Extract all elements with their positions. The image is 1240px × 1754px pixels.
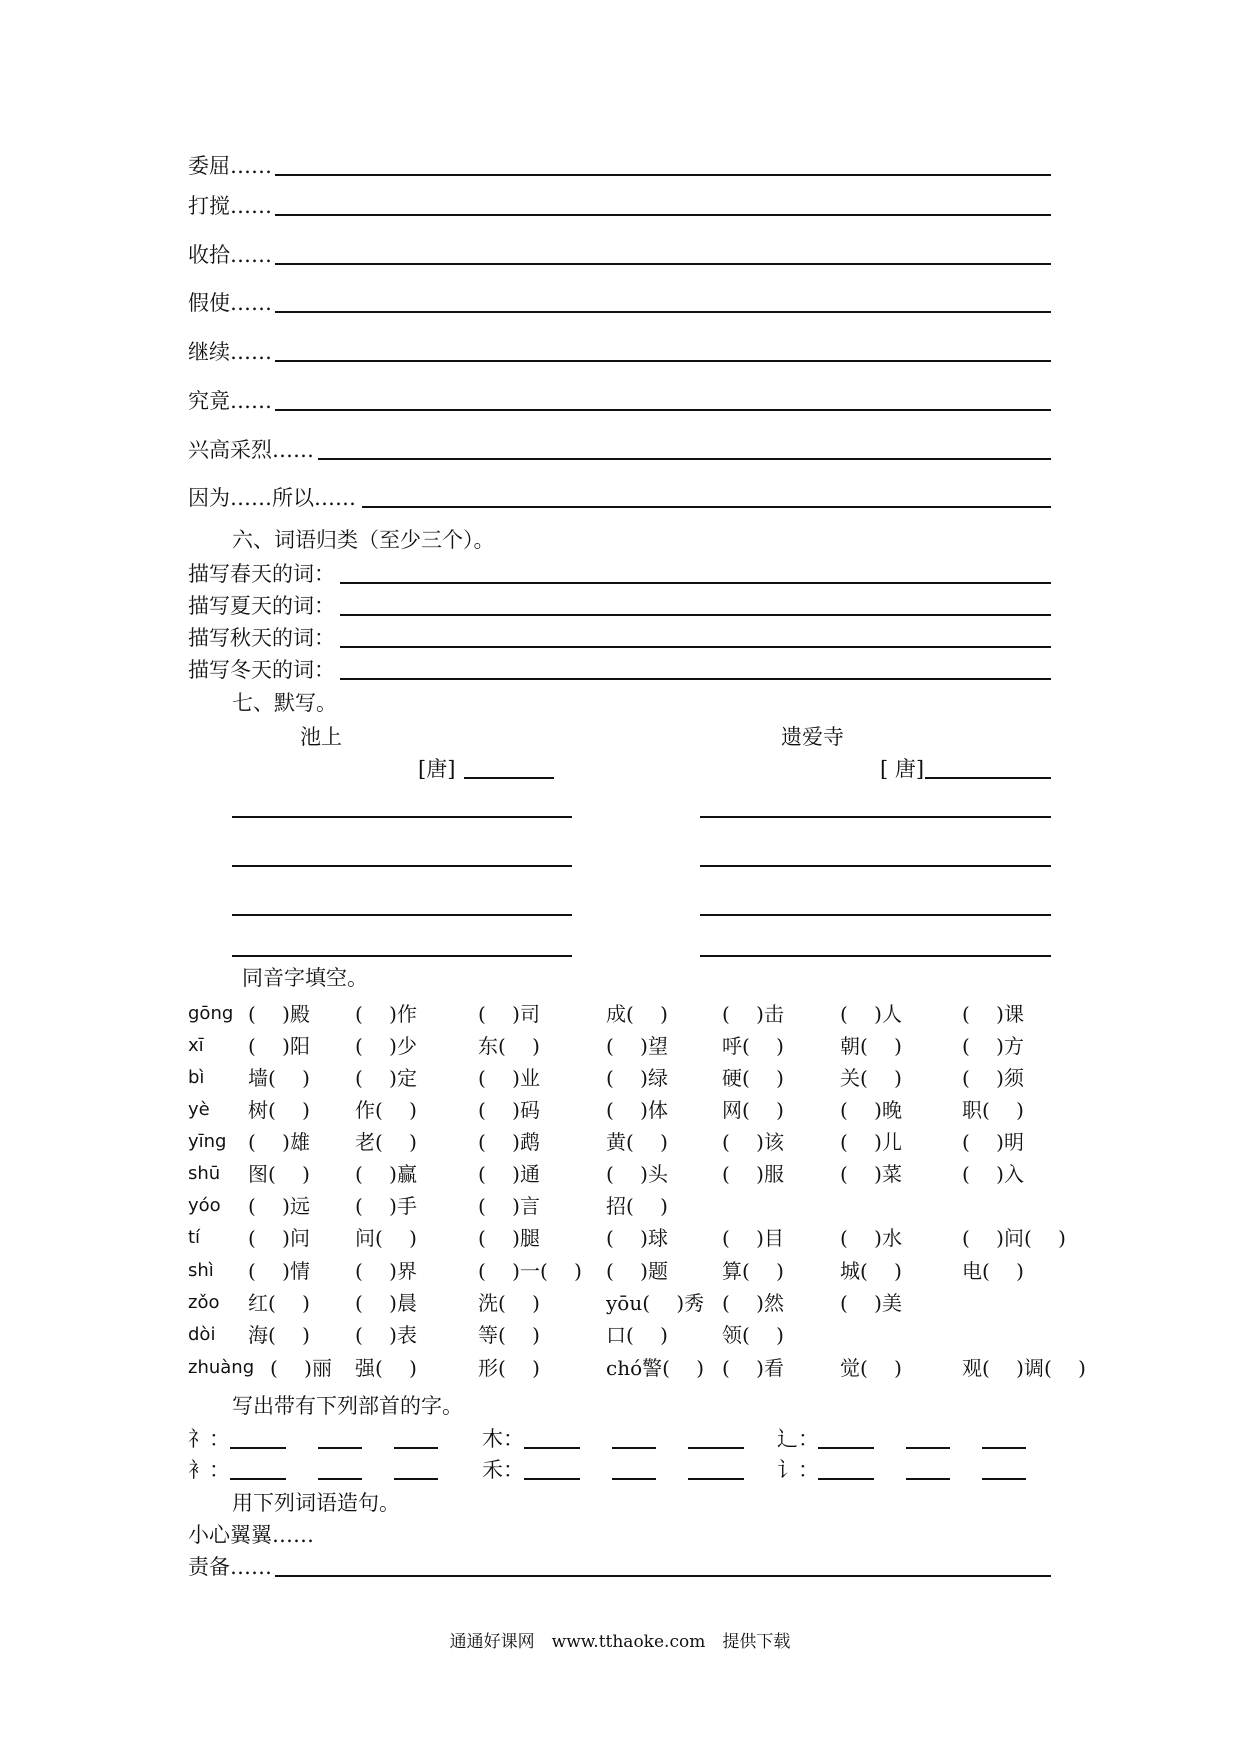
- homophone-blank[interactable]: 东( ): [478, 1034, 540, 1058]
- answer-line[interactable]: [318, 458, 1051, 460]
- homophone-blank[interactable]: ( )表: [355, 1323, 417, 1347]
- homophone-blank[interactable]: ( )界: [355, 1259, 417, 1283]
- radical-blank[interactable]: [612, 1447, 656, 1449]
- homophone-blank[interactable]: 树( ): [248, 1098, 310, 1122]
- answer-line[interactable]: [340, 678, 1051, 680]
- pinyin-label: yóo: [188, 1195, 221, 1216]
- homophone-blank[interactable]: ( )人: [840, 1002, 902, 1026]
- radical-blank[interactable]: [688, 1478, 744, 1480]
- radical-blank[interactable]: [818, 1478, 874, 1480]
- homophone-blank[interactable]: ( )定: [355, 1066, 417, 1090]
- homophone-blank[interactable]: 问( ): [355, 1226, 417, 1250]
- pinyin-label: shì: [188, 1260, 214, 1281]
- homophone-blank[interactable]: 朝( ): [840, 1034, 902, 1058]
- radical-blank[interactable]: [982, 1447, 1026, 1449]
- homophone-blank[interactable]: ( )目: [722, 1226, 784, 1250]
- poem-dynasty-left: [唐]: [418, 757, 456, 781]
- homophone-blank[interactable]: ( )言: [478, 1194, 540, 1218]
- homophone-blank[interactable]: ( )服: [722, 1162, 784, 1186]
- author-line[interactable]: [925, 777, 1051, 779]
- homophone-blank[interactable]: ( )一( ): [478, 1259, 582, 1283]
- pinyin-label: yè: [188, 1099, 210, 1120]
- category-label: 描写冬天的词：: [188, 658, 335, 682]
- homophone-blank[interactable]: 城( ): [840, 1259, 902, 1283]
- homophone-blank[interactable]: ( )球: [606, 1226, 668, 1250]
- radical-blank[interactable]: [818, 1447, 874, 1449]
- homophone-blank[interactable]: 海( ): [248, 1323, 310, 1347]
- homophone-blank[interactable]: 领( ): [722, 1323, 784, 1347]
- homophone-blank[interactable]: ( )少: [355, 1034, 417, 1058]
- category-label: 描写春天的词：: [188, 562, 335, 586]
- homophone-blank[interactable]: 形( ): [478, 1356, 540, 1380]
- homophone-blank[interactable]: ( )然: [722, 1291, 784, 1315]
- answer-line[interactable]: [340, 614, 1051, 616]
- homophone-blank[interactable]: ( )码: [478, 1098, 540, 1122]
- homophone-blank[interactable]: 成( ): [606, 1002, 668, 1026]
- answer-line[interactable]: [340, 646, 1051, 648]
- homophone-blank[interactable]: 黄( ): [606, 1130, 668, 1154]
- homophone-blank[interactable]: ( )雄: [248, 1130, 310, 1154]
- section-heading: 写出带有下列部首的字。: [232, 1394, 463, 1418]
- radical-blank[interactable]: [906, 1447, 950, 1449]
- radical-label: 讠：: [777, 1458, 819, 1482]
- homophone-blank[interactable]: 图( ): [248, 1162, 310, 1186]
- homophone-blank[interactable]: ( )明: [962, 1130, 1024, 1154]
- radical-blank[interactable]: [688, 1447, 744, 1449]
- poem-line[interactable]: [700, 865, 1051, 867]
- poem-line[interactable]: [232, 865, 572, 867]
- homophone-blank[interactable]: 电( ): [962, 1259, 1024, 1283]
- homophone-blank[interactable]: yōu( )秀: [606, 1291, 705, 1315]
- answer-line[interactable]: [362, 506, 1051, 508]
- pinyin-label: zǒo: [188, 1292, 220, 1313]
- poem-line[interactable]: [232, 816, 572, 818]
- poem-line[interactable]: [232, 955, 572, 957]
- poem-line[interactable]: [700, 955, 1051, 957]
- answer-line[interactable]: [275, 174, 1051, 176]
- section-heading: 用下列词语造句。: [232, 1491, 400, 1515]
- homophone-blank[interactable]: 红( ): [248, 1291, 310, 1315]
- homophone-blank[interactable]: ( )作: [355, 1002, 417, 1026]
- homophone-blank[interactable]: ( )该: [722, 1130, 784, 1154]
- homophone-blank[interactable]: 观( )调( ): [962, 1356, 1086, 1380]
- homophone-blank[interactable]: 觉( ): [840, 1356, 902, 1380]
- pinyin-label: zhuàng: [188, 1357, 255, 1378]
- homophone-blank[interactable]: ( )殿: [248, 1002, 310, 1026]
- homophone-blank[interactable]: ( )丽: [270, 1356, 332, 1380]
- homophone-blank[interactable]: ( )击: [722, 1002, 784, 1026]
- homophone-blank[interactable]: ( )晨: [355, 1291, 417, 1315]
- pinyin-label: gōng: [188, 1003, 234, 1024]
- sentence-label: 因为……所以……: [188, 486, 356, 510]
- homophone-blank[interactable]: 作( ): [355, 1098, 417, 1122]
- pinyin-label: shū: [188, 1163, 221, 1184]
- homophone-blank[interactable]: 墙( ): [248, 1066, 310, 1090]
- poem-line[interactable]: [700, 816, 1051, 818]
- sentence-label: 打搅……: [188, 194, 272, 218]
- homophone-blank[interactable]: ( )绿: [606, 1066, 668, 1090]
- radical-blank[interactable]: [394, 1478, 438, 1480]
- radical-label: 木：: [482, 1427, 524, 1451]
- sentence-label: 小心翼翼……: [188, 1523, 314, 1547]
- homophone-blank[interactable]: ( )阳: [248, 1034, 310, 1058]
- sentence-label: 责备……: [188, 1555, 272, 1579]
- radical-label: 辶：: [777, 1427, 819, 1451]
- radical-blank[interactable]: [230, 1447, 286, 1449]
- radical-blank[interactable]: [982, 1478, 1026, 1480]
- homophone-blank[interactable]: ( )题: [606, 1259, 668, 1283]
- sentence-label: 兴高采烈……: [188, 438, 314, 462]
- homophone-blank[interactable]: ( )美: [840, 1291, 902, 1315]
- radical-blank[interactable]: [612, 1478, 656, 1480]
- radical-blank[interactable]: [906, 1478, 950, 1480]
- homophone-blank[interactable]: 关( ): [840, 1066, 902, 1090]
- answer-line[interactable]: [275, 360, 1051, 362]
- radical-blank[interactable]: [230, 1478, 286, 1480]
- radical-blank[interactable]: [524, 1447, 580, 1449]
- sentence-label: 继续……: [188, 340, 272, 364]
- homophone-blank[interactable]: ( )晚: [840, 1098, 902, 1122]
- homophone-blank[interactable]: ( )水: [840, 1226, 902, 1250]
- homophone-blank[interactable]: ( )远: [248, 1194, 310, 1218]
- homophone-blank[interactable]: ( )入: [962, 1162, 1024, 1186]
- homophone-blank[interactable]: ( )手: [355, 1194, 417, 1218]
- homophone-blank[interactable]: 网( ): [722, 1098, 784, 1122]
- homophone-blank[interactable]: ( )腿: [478, 1226, 540, 1250]
- poem-line[interactable]: [700, 914, 1051, 916]
- pinyin-label: dòi: [188, 1324, 216, 1345]
- answer-line[interactable]: [275, 1575, 1051, 1577]
- homophone-blank[interactable]: ( )情: [248, 1259, 310, 1283]
- category-label: 描写秋天的词：: [188, 626, 335, 650]
- homophone-blank[interactable]: 硬( ): [722, 1066, 784, 1090]
- homophone-blank[interactable]: chó警( ): [606, 1356, 705, 1380]
- answer-line[interactable]: [275, 263, 1051, 265]
- homophone-blank[interactable]: 等( ): [478, 1323, 540, 1347]
- answer-line[interactable]: [275, 409, 1051, 411]
- sentence-label: 委屈……: [188, 154, 272, 178]
- homophone-blank[interactable]: ( )望: [606, 1034, 668, 1058]
- radical-label: 禾：: [482, 1458, 524, 1482]
- answer-line[interactable]: [275, 214, 1051, 216]
- radical-blank[interactable]: [318, 1447, 362, 1449]
- homophone-blank[interactable]: ( )菜: [840, 1162, 902, 1186]
- radical-blank[interactable]: [318, 1478, 362, 1480]
- homophone-blank[interactable]: 口( ): [606, 1323, 668, 1347]
- section-heading: 同音字填空。: [242, 966, 368, 990]
- pinyin-label: tí: [188, 1227, 201, 1248]
- pinyin-label: bì: [188, 1067, 205, 1088]
- homophone-blank[interactable]: 老( ): [355, 1130, 417, 1154]
- homophone-blank[interactable]: ( )看: [722, 1356, 784, 1380]
- radical-label: 衤：: [188, 1458, 230, 1482]
- pinyin-label: yīng: [188, 1131, 227, 1152]
- sentence-label: 假使……: [188, 291, 272, 315]
- homophone-blank[interactable]: ( )业: [478, 1066, 540, 1090]
- homophone-blank[interactable]: ( )须: [962, 1066, 1024, 1090]
- homophone-blank[interactable]: ( )赢: [355, 1162, 417, 1186]
- homophone-blank[interactable]: ( )问: [248, 1226, 310, 1250]
- radical-blank[interactable]: [394, 1447, 438, 1449]
- author-line[interactable]: [464, 777, 554, 779]
- homophone-blank[interactable]: ( )体: [606, 1098, 668, 1122]
- homophone-blank[interactable]: ( )司: [478, 1002, 540, 1026]
- poem-dynasty-right: [ 唐]: [880, 757, 925, 781]
- poem-title-left: 池上: [300, 725, 342, 749]
- homophone-blank[interactable]: ( )头: [606, 1162, 668, 1186]
- poem-line[interactable]: [232, 914, 572, 916]
- section-heading: 六、词语归类（至少三个）。: [232, 528, 495, 552]
- homophone-blank[interactable]: ( )鹉: [478, 1130, 540, 1154]
- answer-line[interactable]: [275, 311, 1051, 313]
- homophone-blank[interactable]: 算( ): [722, 1259, 784, 1283]
- homophone-blank[interactable]: 洗( ): [478, 1291, 540, 1315]
- poem-title-right: 遗爱寺: [781, 725, 844, 749]
- homophone-blank[interactable]: 强( ): [355, 1356, 417, 1380]
- radical-blank[interactable]: [524, 1478, 580, 1480]
- page-footer: 通通好课网 www.tthaoke.com 提供下载: [449, 1632, 791, 1652]
- homophone-blank[interactable]: ( )课: [962, 1002, 1024, 1026]
- homophone-blank[interactable]: 招( ): [606, 1194, 668, 1218]
- section-heading: 七、默写。: [232, 691, 337, 715]
- homophone-blank[interactable]: ( )问( ): [962, 1226, 1066, 1250]
- category-label: 描写夏天的词：: [188, 594, 335, 618]
- radical-label: 礻：: [188, 1427, 230, 1451]
- sentence-label: 收拾……: [188, 243, 272, 267]
- homophone-blank[interactable]: 职( ): [962, 1098, 1024, 1122]
- sentence-label: 究竟……: [188, 389, 272, 413]
- homophone-blank[interactable]: ( )方: [962, 1034, 1024, 1058]
- homophone-blank[interactable]: ( )通: [478, 1162, 540, 1186]
- homophone-blank[interactable]: 呼( ): [722, 1034, 784, 1058]
- answer-line[interactable]: [340, 582, 1051, 584]
- homophone-blank[interactable]: ( )儿: [840, 1130, 902, 1154]
- pinyin-label: xī: [188, 1035, 204, 1056]
